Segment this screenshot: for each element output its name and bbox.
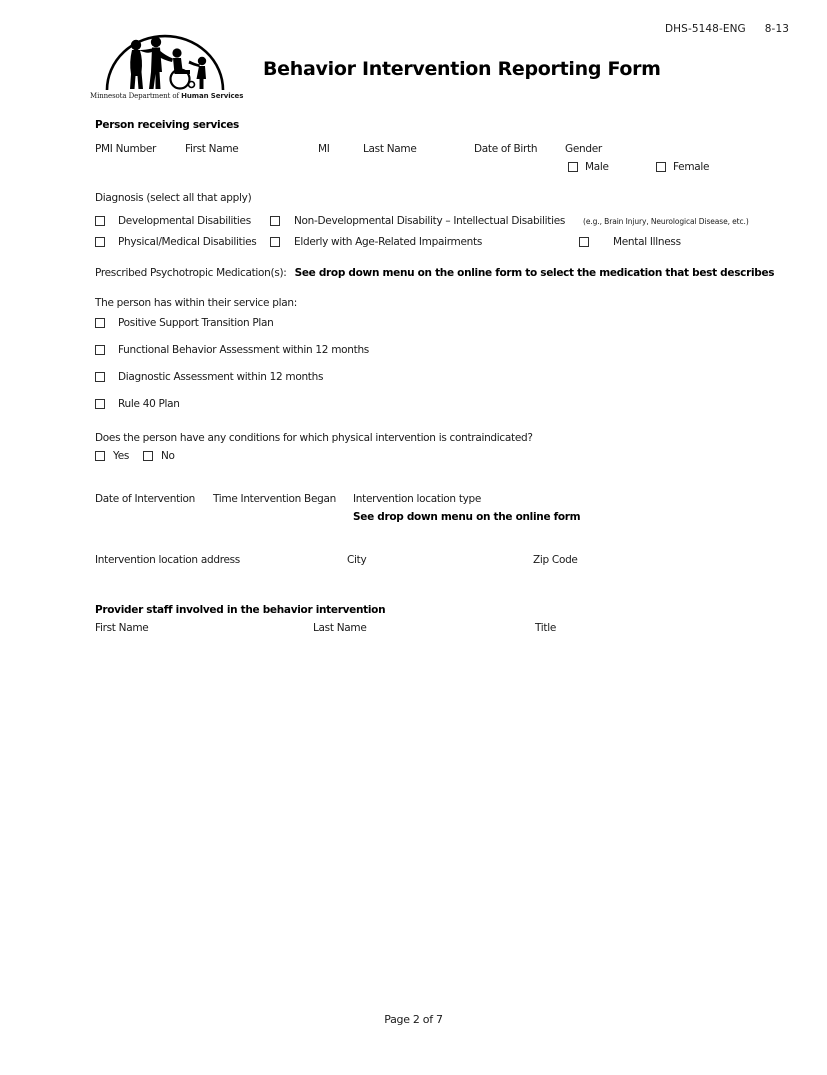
gender-option-female: [656, 161, 709, 173]
checkbox-yes[interactable]: [95, 451, 105, 461]
field-label-mi: MI: [318, 143, 330, 155]
field-label-gender: Gender: [565, 143, 602, 155]
field-label-provider-first-name: First Name: [95, 622, 149, 634]
checkbox-female[interactable]: [656, 162, 666, 172]
checkbox-functional-behavior-assessment-label: Functional Behavior Assessment within 12 months: [118, 344, 369, 356]
checkbox-male-label: Male: [585, 161, 609, 173]
checkbox-rule-40-plan[interactable]: [95, 399, 105, 409]
field-label-date-of-intervention: Date of Intervention: [95, 493, 195, 505]
diagnosis-option-non-developmental: [270, 215, 749, 227]
diagnosis-option-mental-illness: [579, 236, 681, 248]
field-label-provider-title: Title: [535, 622, 557, 634]
doc-number-block: [665, 23, 789, 35]
contraindication-option-no: [143, 450, 175, 462]
field-label-dob: Date of Birth: [474, 143, 538, 155]
checkbox-elderly-age-related[interactable]: [270, 237, 280, 247]
checkbox-male[interactable]: [568, 162, 578, 172]
field-label-zip-code: Zip Code: [533, 554, 578, 566]
checkbox-female-label: Female: [673, 161, 710, 173]
checkbox-positive-support-transition-plan[interactable]: [95, 318, 105, 328]
checkbox-developmental-disabilities[interactable]: [95, 216, 105, 226]
field-label-last-name: Last Name: [363, 143, 417, 155]
field-label-intervention-location-address: Intervention location address: [95, 554, 240, 566]
contraindication-question: Does the person have any conditions for which physical intervention is contraindicated?: [95, 432, 533, 444]
field-label-provider-last-name: Last Name: [313, 622, 367, 634]
checkbox-mental-illness-label: Mental Illness: [613, 236, 681, 248]
gender-option-male: [568, 161, 609, 173]
field-label-city: City: [347, 554, 367, 566]
mn-dhs-logo-icon: [103, 32, 227, 92]
doc-number: DHS-5148-ENG: [665, 23, 746, 35]
section-heading-diagnosis: Diagnosis (select all that apply): [95, 192, 252, 204]
agency-logo-block: [90, 32, 244, 100]
logo-caption: [90, 92, 244, 100]
field-label-first-name: First Name: [185, 143, 239, 155]
medications-instruction: See drop down menu on the online form to select the medication that best describes: [294, 267, 775, 279]
section-heading-service-plan: The person has within their service plan:: [95, 297, 297, 309]
checkbox-no-label: No: [161, 450, 175, 462]
checkbox-diagnostic-assessment-label: Diagnostic Assessment within 12 months: [118, 371, 324, 383]
logo-caption-bold: Human Services: [181, 92, 244, 100]
field-label-pmi-number: PMI Number: [95, 143, 157, 155]
contraindication-option-yes: [95, 450, 129, 462]
checkbox-diagnostic-assessment[interactable]: [95, 372, 105, 382]
field-label-intervention-location-type: Intervention location type: [353, 493, 482, 505]
checkbox-non-developmental-disability[interactable]: [270, 216, 280, 226]
service-plan-option-rule-40: [95, 398, 180, 410]
diagnosis-option-developmental: [95, 215, 251, 227]
checkbox-yes-label: Yes: [113, 450, 130, 462]
doc-revision: 8-13: [764, 23, 790, 35]
section-heading-provider-staff: Provider staff involved in the behavior intervention: [95, 604, 386, 616]
checkbox-physical-medical-disabilities-label: Physical/Medical Disabilities: [118, 236, 257, 248]
checkbox-physical-medical-disabilities[interactable]: [95, 237, 105, 247]
non-developmental-note: (e.g., Brain Injury, Neurological Disease, etc.): [583, 216, 749, 226]
checkbox-functional-behavior-assessment[interactable]: [95, 345, 105, 355]
checkbox-developmental-disabilities-label: Developmental Disabilities: [118, 215, 251, 227]
location-type-instruction: See drop down menu on the online form: [353, 511, 581, 523]
service-plan-option-diagnostic: [95, 371, 323, 383]
section-heading-person: Person receiving services: [95, 119, 240, 131]
checkbox-non-developmental-disability-label: Non-Developmental Disability – Intellectual Disabilities: [294, 215, 566, 227]
logo-caption-prefix: Minnesota Department of: [90, 92, 182, 100]
page-title: Behavior Intervention Reporting Form: [263, 58, 661, 80]
diagnosis-option-physical-medical: [95, 236, 256, 248]
checkbox-mental-illness[interactable]: [579, 237, 589, 247]
checkbox-no[interactable]: [143, 451, 153, 461]
diagnosis-option-elderly: [270, 236, 482, 248]
field-label-time-intervention-began: Time Intervention Began: [213, 493, 336, 505]
medications-label: Prescribed Psychotropic Medication(s):: [95, 267, 287, 279]
service-plan-option-transition-plan: [95, 317, 274, 329]
service-plan-option-fba: [95, 344, 369, 356]
medications-line: [95, 267, 774, 279]
checkbox-elderly-age-related-label: Elderly with Age-Related Impairments: [294, 236, 482, 248]
page-indicator: Page 2 of 7: [384, 1013, 443, 1026]
checkbox-positive-support-transition-plan-label: Positive Support Transition Plan: [118, 317, 274, 329]
checkbox-rule-40-plan-label: Rule 40 Plan: [118, 398, 180, 410]
